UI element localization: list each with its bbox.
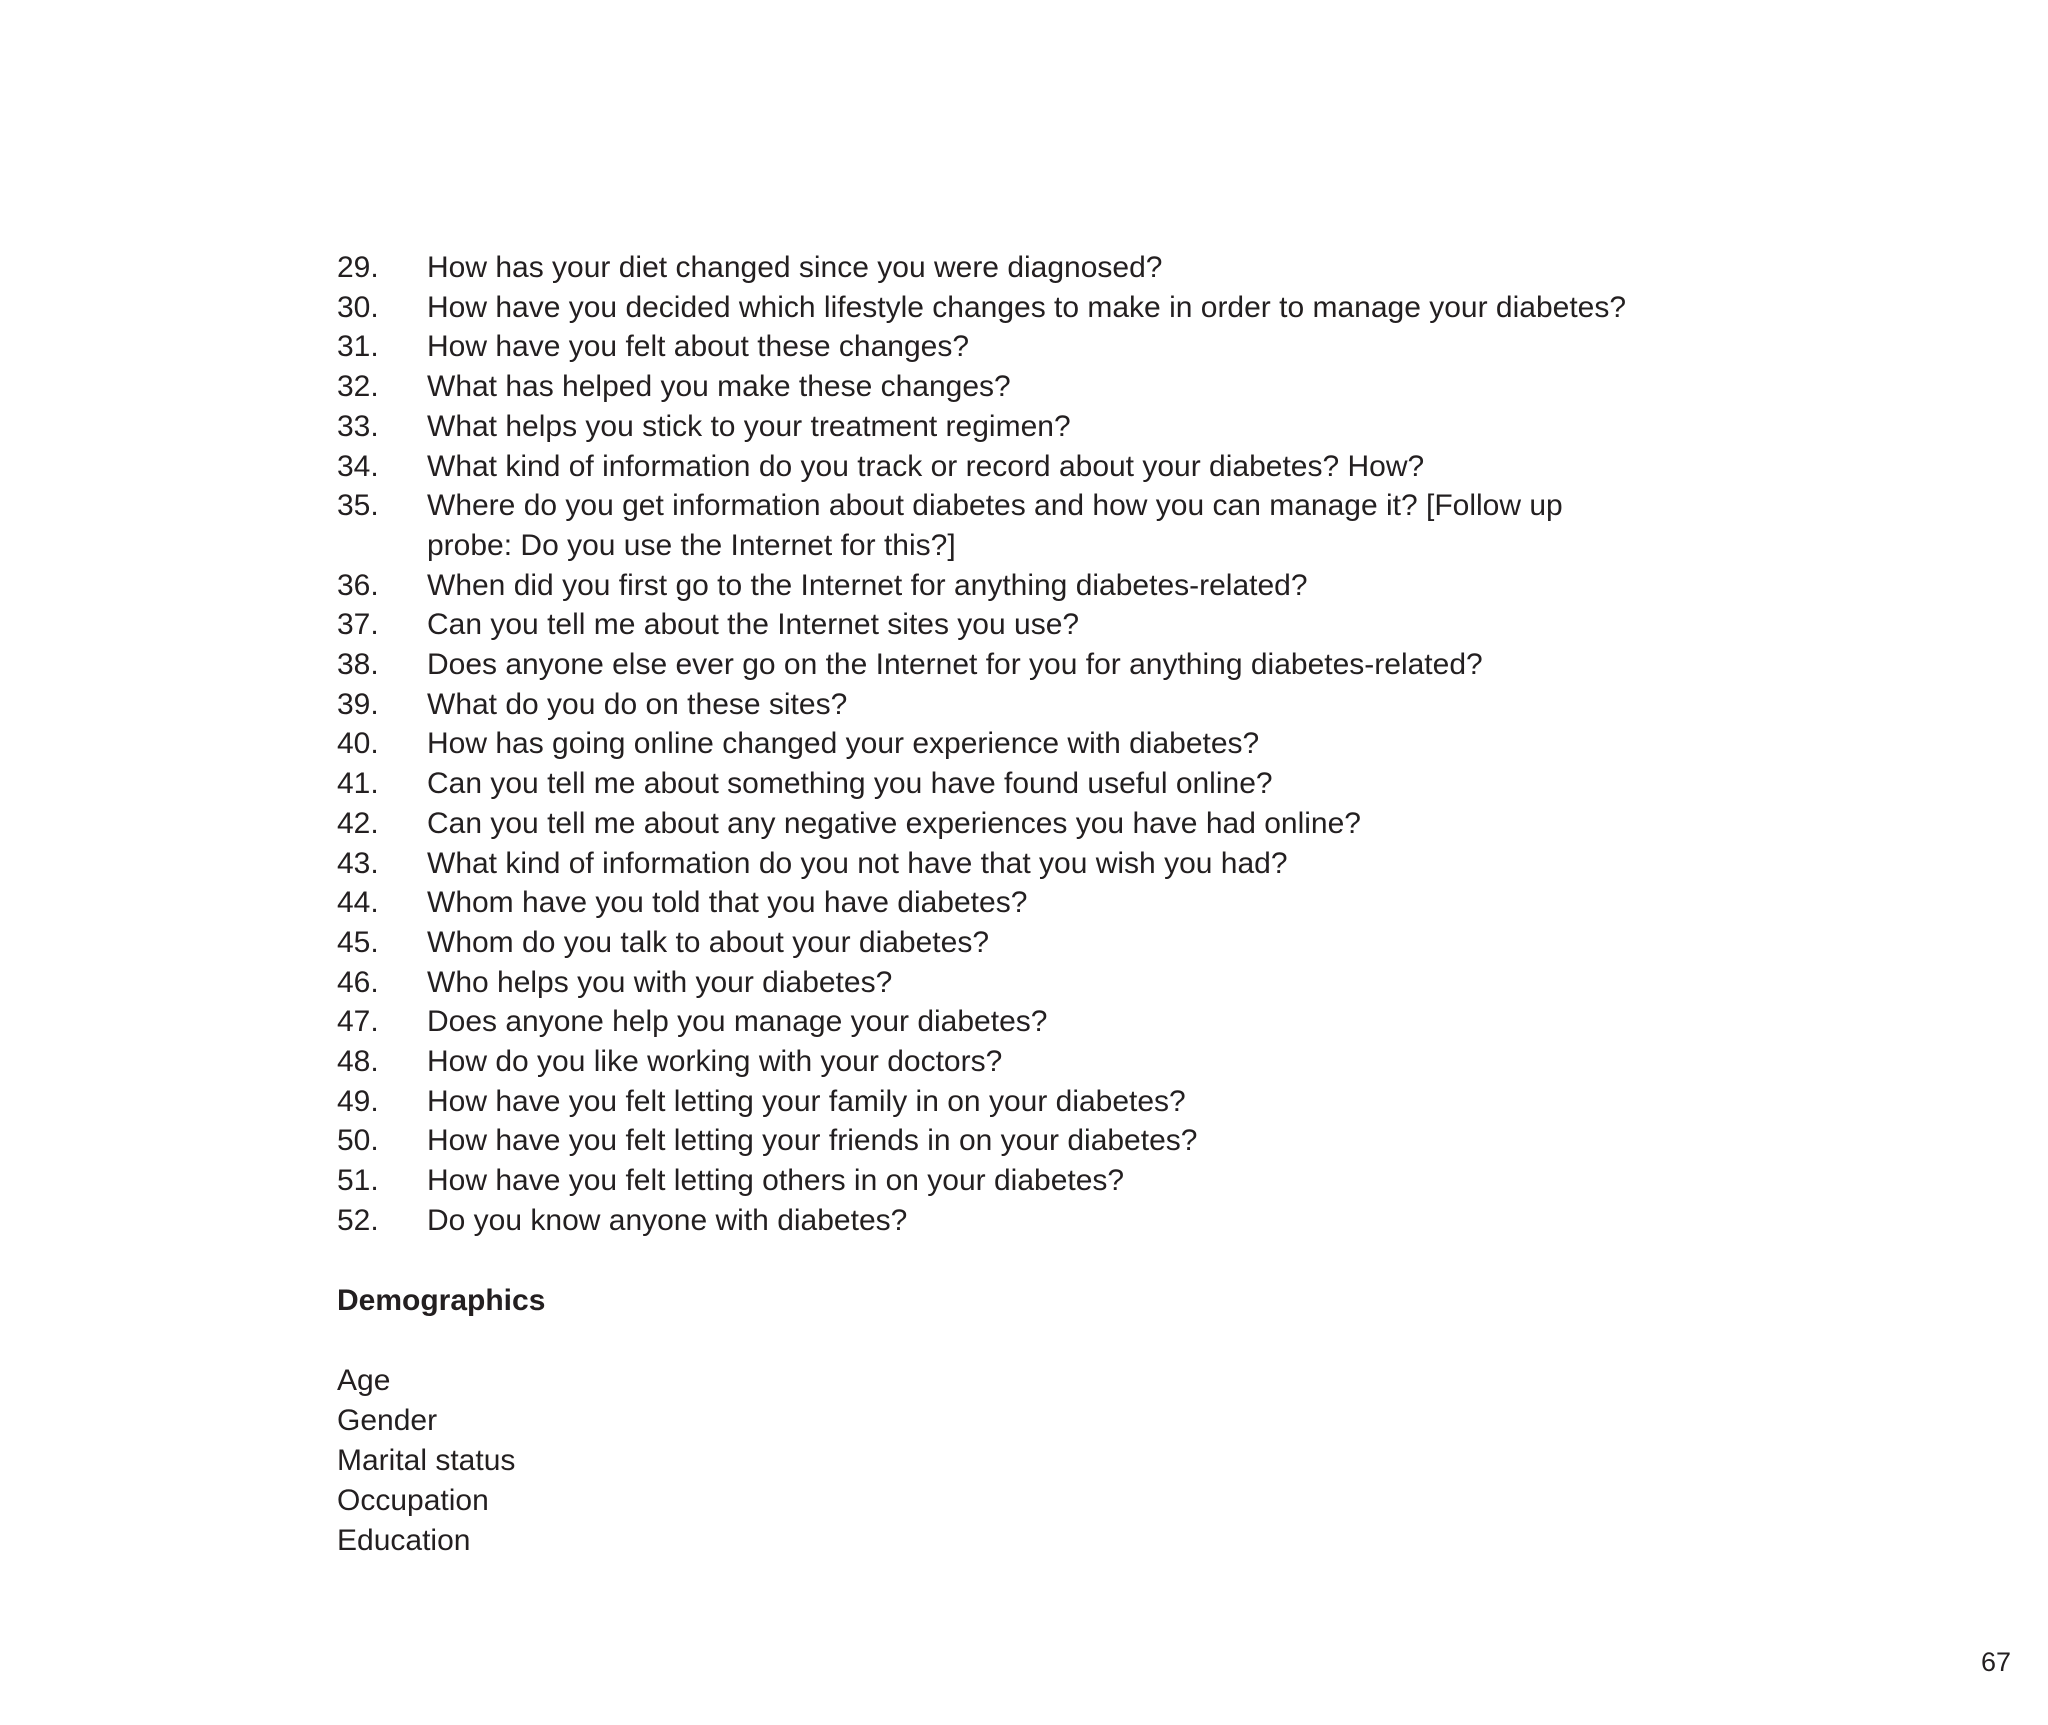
- question-text: How have you felt about these changes?: [427, 330, 970, 364]
- question-number: 39.: [337, 687, 379, 721]
- question-item: [337, 367, 1757, 407]
- question-item: [337, 447, 1757, 487]
- question-text: Can you tell me about any negative experiences you have had online?: [427, 806, 1361, 840]
- question-number: 49.: [337, 1084, 379, 1118]
- demographics-item-education: Education: [337, 1523, 471, 1557]
- question-number: 32.: [337, 370, 379, 404]
- question-text: How do you like working with your doctors?: [427, 1045, 1003, 1079]
- page-number: 67: [1980, 1647, 2011, 1677]
- question-item: [337, 923, 1757, 963]
- demographics-heading: Demographics: [337, 1283, 546, 1317]
- question-number: 45.: [337, 925, 379, 959]
- question-item: [337, 288, 1757, 328]
- question-number: 42.: [337, 806, 379, 840]
- question-text: Whom have you told that you have diabetes?: [427, 886, 1028, 920]
- question-number: 30.: [337, 290, 379, 324]
- question-item: [337, 883, 1757, 923]
- question-number: 44.: [337, 886, 379, 920]
- question-item: [337, 1042, 1757, 1082]
- question-item: [337, 1082, 1757, 1122]
- question-text: Whom do you talk to about your diabetes?: [427, 925, 990, 959]
- question-text: What helps you stick to your treatment regimen?: [427, 409, 1071, 443]
- question-number: 46.: [337, 965, 379, 999]
- question-item: [337, 844, 1757, 884]
- question-number: 51.: [337, 1164, 379, 1198]
- question-item: [337, 407, 1757, 447]
- question-text: When did you first go to the Internet for anything diabetes-related?: [427, 568, 1308, 602]
- question-number: 36.: [337, 568, 379, 602]
- question-number: 29.: [337, 251, 379, 284]
- question-text: How have you decided which lifestyle changes to make in order to manage your diabetes?: [427, 290, 1627, 324]
- question-number: 33.: [337, 409, 379, 443]
- question-text: Does anyone else ever go on the Internet for you for anything diabetes-related?: [427, 648, 1483, 682]
- question-text: How have you felt letting your friends in on your diabetes?: [427, 1124, 1198, 1158]
- question-text: How has your diet changed since you were diagnosed?: [427, 251, 1163, 284]
- question-number: 43.: [337, 846, 379, 880]
- question-item: [337, 486, 1757, 565]
- question-text: How has going online changed your experience with diabetes?: [427, 727, 1260, 761]
- question-text: How have you felt letting others in on your diabetes?: [427, 1164, 1125, 1198]
- question-number: 35.: [337, 489, 379, 523]
- question-item: [337, 804, 1757, 844]
- question-item: [337, 1121, 1757, 1161]
- question-number: 41.: [337, 767, 379, 801]
- question-text: What has helped you make these changes?: [427, 370, 1011, 404]
- question-number: 50.: [337, 1124, 379, 1158]
- question-item: [337, 605, 1757, 645]
- demographics-item-gender: Gender: [337, 1403, 438, 1437]
- question-item: [337, 1161, 1757, 1201]
- question-item: [337, 685, 1757, 725]
- demographics-list: [337, 1361, 1757, 1561]
- question-text: Can you tell me about the Internet sites you use?: [427, 608, 1080, 642]
- question-item: [337, 963, 1757, 1003]
- question-text: Does anyone help you manage your diabetes?: [427, 1005, 1048, 1039]
- question-text: How have you felt letting your family in on your diabetes?: [427, 1084, 1186, 1118]
- question-number: 31.: [337, 330, 379, 364]
- question-number: 47.: [337, 1005, 379, 1039]
- question-item: [337, 327, 1757, 367]
- question-item: [337, 248, 1757, 288]
- page-content: [337, 248, 1757, 1561]
- question-item: [337, 645, 1757, 685]
- question-number: 52.: [337, 1203, 379, 1237]
- question-item: [337, 724, 1757, 764]
- question-item: [337, 764, 1757, 804]
- question-number: 48.: [337, 1045, 379, 1079]
- question-text: What kind of information do you not have that you wish you had?: [427, 846, 1288, 880]
- demographics-item-age: Age: [337, 1363, 391, 1397]
- question-list: [337, 248, 1757, 1241]
- question-number: 37.: [337, 608, 379, 642]
- question-text: Can you tell me about something you have found useful online?: [427, 767, 1273, 801]
- question-number: 40.: [337, 727, 379, 761]
- demographics-item-occupation: Occupation: [337, 1483, 489, 1517]
- question-item: [337, 1201, 1757, 1241]
- question-item: [337, 1002, 1757, 1042]
- question-text: What do you do on these sites?: [427, 687, 848, 721]
- question-text: What kind of information do you track or record about your diabetes? How?: [427, 449, 1425, 483]
- question-text: Where do you get information about diabetes and how you can manage it? [Follow up probe: Do you use the Internet for this?]: [427, 489, 1563, 562]
- question-item: [337, 566, 1757, 606]
- question-text: Do you know anyone with diabetes?: [427, 1203, 908, 1237]
- question-text: Who helps you with your diabetes?: [427, 965, 893, 999]
- question-number: 34.: [337, 449, 379, 483]
- question-number: 38.: [337, 648, 379, 682]
- demographics-item-marital-status: Marital status: [337, 1443, 516, 1477]
